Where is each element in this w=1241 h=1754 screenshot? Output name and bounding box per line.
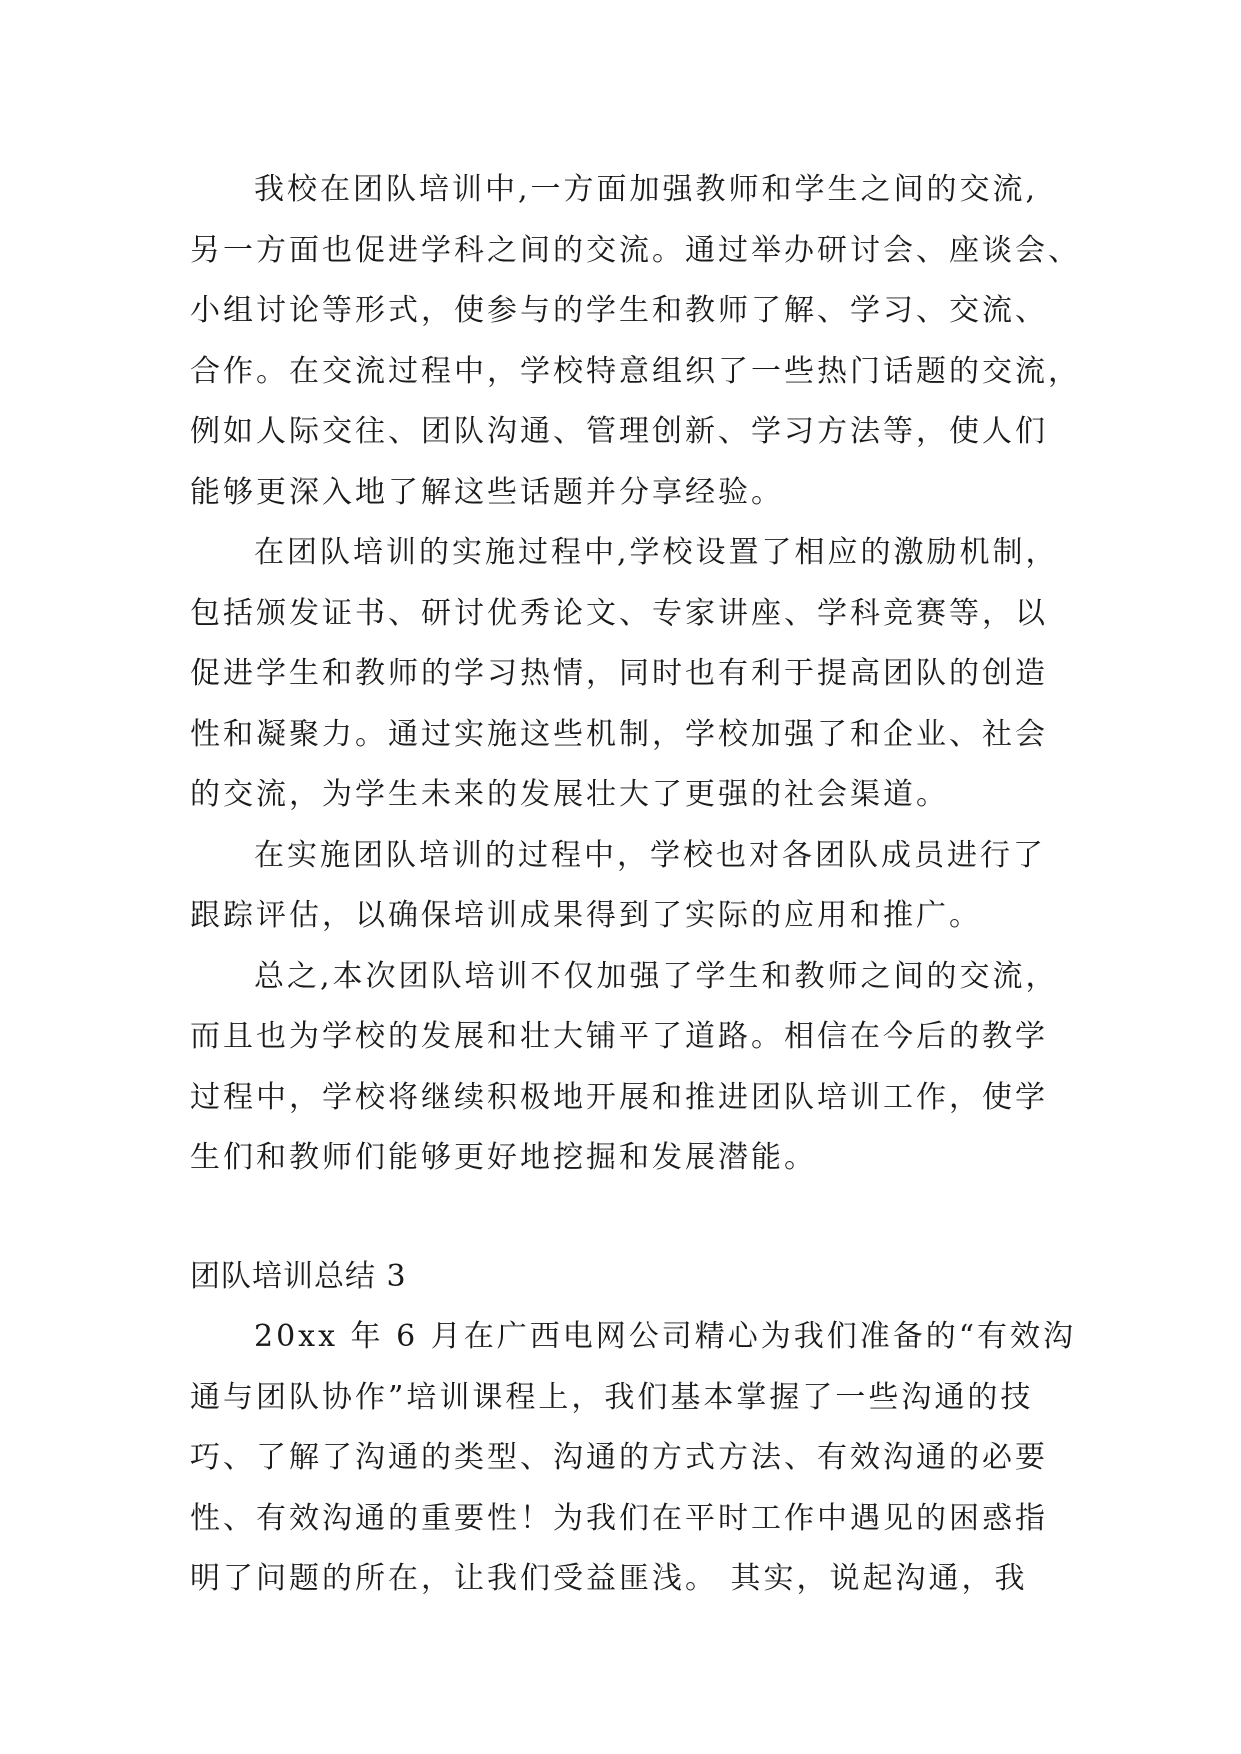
paragraph-communication (190, 160, 1081, 523)
paragraph-conclusion (190, 947, 1059, 1189)
section-title: 团队培训总结 3 (190, 1258, 407, 1294)
text-line: 20xx 年 6 月在广西电网公司精心为我们准备的“有效沟 (254, 1319, 1077, 1354)
text-line: 合作。在交流过程中，学校特意组织了一些热门话题的交流， (190, 353, 1081, 389)
text-line: 能够更深入地了解这些话题并分享经验。 (190, 474, 784, 510)
text-line: 生们和教师们能够更好地挖掘和发展潜能。 (190, 1140, 817, 1175)
text-line: 明了问题的所在，让我们受益匪浅。 其实，说起沟通，我 (190, 1561, 1028, 1596)
text-line: 在团队培训的实施过程中,学校设置了相应的激励机制， (254, 535, 1059, 570)
paragraph-training-summary-3 (190, 1307, 1077, 1610)
text-line: 过程中，学校将继续积极地开展和推进团队培训工作，使学 (190, 1079, 1048, 1115)
text-line: 我校在团队培训中,一方面加强教师和学生之间的交流, (254, 172, 1039, 207)
text-line: 性、有效沟通的重要性！为我们在平时工作中遇见的困惑指 (190, 1500, 1048, 1536)
text-line: 跟踪评估，以确保培训成果得到了实际的应用和推广。 (190, 898, 982, 933)
section-spacer (190, 1189, 1050, 1247)
text-line: 而且也为学校的发展和壮大铺平了道路。相信在今后的教学 (190, 1019, 1048, 1054)
text-line: 例如人际交往、团队沟通、管理创新、学习方法等，使人们 (190, 414, 1048, 449)
text-line: 促进学生和教师的学习热情，同时也有利于提高团队的创造 (190, 656, 1048, 691)
paragraph-incentives (190, 523, 1059, 826)
text-line: 在实施团队培训的过程中，学校也对各团队成员进行了 (254, 837, 1046, 873)
text-line: 总之,本次团队培训不仅加强了学生和教师之间的交流， (254, 958, 1059, 994)
text-line: 小组讨论等形式，使参与的学生和教师了解、学习、交流、 (190, 293, 1048, 328)
paragraph-evaluation (190, 826, 1050, 947)
text-line: 巧、了解了沟通的类型、沟通的方式方法、有效沟通的必要 (190, 1440, 1048, 1475)
text-line: 通与团队协作”培训课程上，我们基本掌握了一些沟通的技 (190, 1379, 1034, 1415)
text-line: 的交流，为学生未来的发展壮大了更强的社会渠道。 (190, 777, 949, 812)
text-line: 包括颁发证书、研讨优秀论文、专家讲座、学科竞赛等，以 (190, 595, 1048, 631)
text-line: 另一方面也促进学科之间的交流。通过举办研讨会、座谈会、 (190, 232, 1081, 268)
text-line: 性和凝聚力。通过实施这些机制，学校加强了和企业、社会 (190, 716, 1048, 752)
document-page (190, 160, 1081, 1610)
